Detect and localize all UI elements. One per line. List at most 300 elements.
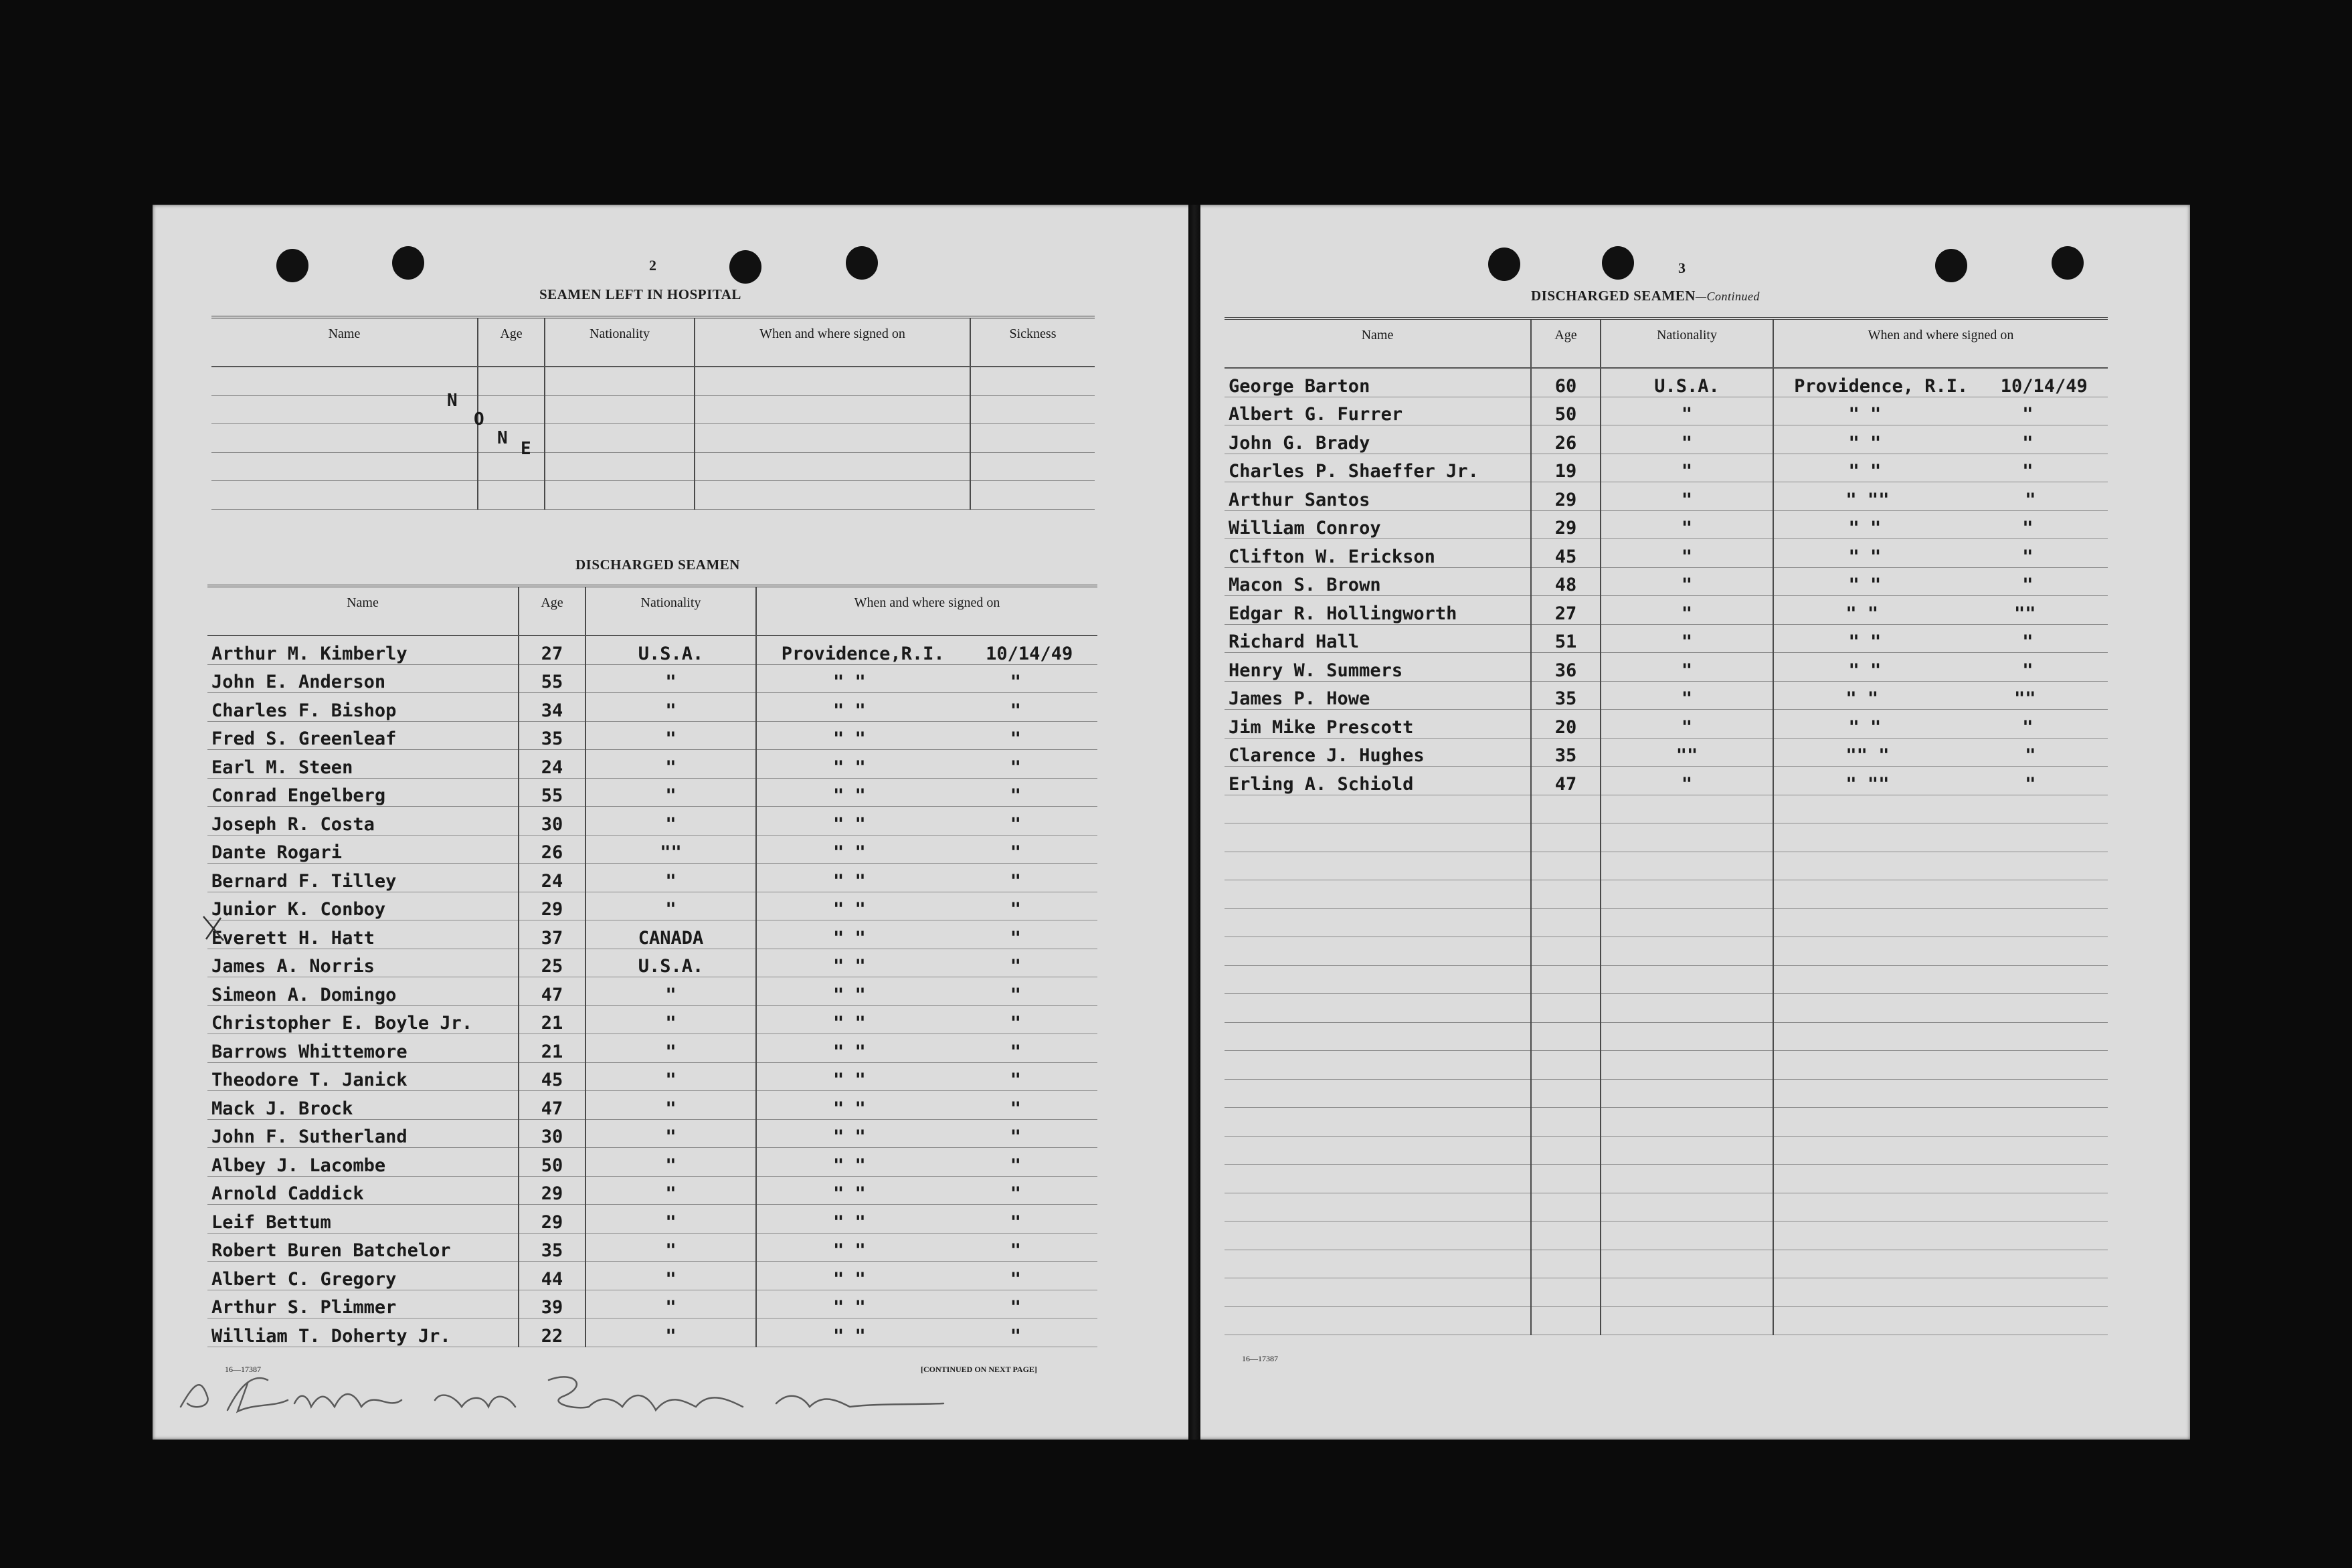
seaman-age: 19 bbox=[1531, 454, 1601, 482]
seaman-name: Leif Bettum bbox=[207, 1205, 519, 1234]
seaman-nationality: " bbox=[585, 1205, 756, 1234]
signed-on-place: " " bbox=[1848, 461, 1882, 482]
seaman-age: 35 bbox=[1531, 681, 1601, 710]
signed-on-values bbox=[761, 814, 1093, 835]
blank-row bbox=[1225, 1051, 2108, 1080]
table-row bbox=[1225, 738, 2108, 767]
seaman-name: Richard Hall bbox=[1225, 624, 1531, 653]
seaman-age: 48 bbox=[1531, 567, 1601, 596]
seaman-nationality: " bbox=[585, 750, 756, 779]
signed-on-cell bbox=[756, 1148, 1097, 1177]
signed-on-date: " bbox=[1010, 1013, 1021, 1034]
signed-on-date: " bbox=[1010, 1325, 1021, 1347]
signed-on-values bbox=[761, 728, 1093, 749]
seaman-age: 30 bbox=[519, 807, 585, 836]
seaman-nationality: " bbox=[1601, 681, 1773, 710]
seaman-nationality: " bbox=[1601, 425, 1773, 454]
seaman-age: 44 bbox=[519, 1262, 585, 1290]
seaman-age: 25 bbox=[519, 949, 585, 977]
seaman-nationality: " bbox=[585, 1091, 756, 1120]
table-row bbox=[207, 949, 1097, 977]
blank-cell bbox=[970, 367, 1095, 395]
column-header: Age bbox=[1531, 318, 1601, 368]
blank-cell bbox=[1531, 1165, 1601, 1193]
signed-on-place: " " bbox=[832, 672, 866, 692]
seaman-age: 29 bbox=[1531, 482, 1601, 511]
blank-cell bbox=[1773, 937, 2108, 966]
blank-cell bbox=[1601, 1278, 1773, 1307]
signed-on-place: " " bbox=[832, 1013, 866, 1034]
seaman-age: 29 bbox=[1531, 510, 1601, 539]
signed-on-place: " " bbox=[832, 813, 866, 835]
signed-on-values bbox=[1778, 547, 2104, 567]
table-row bbox=[207, 1205, 1097, 1234]
blank-cell bbox=[1601, 937, 1773, 966]
seaman-nationality: " bbox=[1601, 624, 1773, 653]
seaman-name: Junior K. Conboy bbox=[207, 892, 519, 920]
blank-row bbox=[1225, 852, 2108, 880]
signed-on-cell bbox=[756, 1062, 1097, 1091]
signed-on-place: " " bbox=[1848, 660, 1882, 681]
seaman-age: 47 bbox=[519, 1091, 585, 1120]
signed-on-date: " bbox=[2022, 432, 2033, 454]
signed-on-values bbox=[761, 956, 1093, 977]
blank-cell bbox=[1773, 994, 2108, 1023]
seaman-name: Christopher E. Boyle Jr. bbox=[207, 1005, 519, 1034]
seaman-name: Macon S. Brown bbox=[1225, 567, 1531, 596]
signed-on-place: Providence, R.I. bbox=[1794, 375, 1969, 397]
signed-on-place: " " bbox=[832, 1126, 866, 1147]
seaman-name: Arnold Caddick bbox=[207, 1176, 519, 1205]
signed-on-place: " " bbox=[1848, 404, 1882, 425]
signed-on-date: " bbox=[2022, 716, 2033, 738]
seaman-name: Arthur S. Plimmer bbox=[207, 1290, 519, 1318]
blank-cell bbox=[1773, 1051, 2108, 1080]
signed-on-place: " "" bbox=[1845, 773, 1890, 795]
table-row bbox=[1225, 681, 2108, 710]
signed-on-date: " bbox=[2022, 518, 2033, 538]
seaman-age: 20 bbox=[1531, 710, 1601, 739]
table-row bbox=[1225, 539, 2108, 568]
signed-on-cell bbox=[756, 778, 1097, 807]
blank-cell bbox=[1601, 1022, 1773, 1051]
seaman-name: John F. Sutherland bbox=[207, 1119, 519, 1148]
column-header: Age bbox=[519, 586, 585, 635]
blank-cell bbox=[1225, 1051, 1531, 1080]
seaman-nationality: " bbox=[1601, 710, 1773, 739]
blank-cell bbox=[1225, 880, 1531, 909]
seaman-name: Charles F. Bishop bbox=[207, 693, 519, 722]
seaman-name: Arthur Santos bbox=[1225, 482, 1531, 511]
blank-cell bbox=[695, 367, 970, 395]
table-row bbox=[1225, 482, 2108, 511]
blank-cell bbox=[1773, 965, 2108, 994]
signed-on-place: Providence,R.I. bbox=[781, 643, 945, 664]
seaman-age: 39 bbox=[519, 1290, 585, 1318]
signed-on-place: " " bbox=[832, 1325, 866, 1347]
seaman-name: Edgar R. Hollingworth bbox=[1225, 596, 1531, 625]
blank-cell bbox=[1601, 1079, 1773, 1108]
seaman-name: James A. Norris bbox=[207, 949, 519, 977]
blank-cell bbox=[545, 481, 695, 510]
signed-on-values bbox=[1778, 575, 2104, 595]
column-header: Name bbox=[1225, 318, 1531, 368]
blank-cell bbox=[1225, 852, 1531, 880]
blank-cell bbox=[1531, 937, 1601, 966]
signed-on-place: " " bbox=[832, 842, 866, 863]
signed-on-date: " bbox=[1010, 984, 1021, 1005]
signed-on-date: 10/14/49 bbox=[986, 643, 1073, 664]
blank-cell bbox=[695, 452, 970, 481]
seaman-nationality: " bbox=[585, 1119, 756, 1148]
blank-cell bbox=[1531, 1250, 1601, 1278]
blank-cell bbox=[1225, 1136, 1531, 1165]
signed-on-place: " " bbox=[832, 728, 866, 749]
table-row bbox=[207, 892, 1097, 920]
seaman-age: 55 bbox=[519, 664, 585, 693]
signed-on-date: " bbox=[1010, 1240, 1021, 1261]
table-row bbox=[207, 1262, 1097, 1290]
signed-on-date: " bbox=[1010, 1268, 1021, 1290]
blank-cell bbox=[1531, 994, 1601, 1023]
signed-on-place: " " bbox=[832, 1211, 866, 1233]
blank-cell bbox=[1601, 852, 1773, 880]
table-row bbox=[1225, 510, 2108, 539]
seaman-nationality: " bbox=[1601, 482, 1773, 511]
signed-on-date: " bbox=[1010, 813, 1021, 835]
table-row bbox=[1225, 767, 2108, 795]
signed-on-place: " " bbox=[832, 899, 866, 920]
seaman-name: James P. Howe bbox=[1225, 681, 1531, 710]
signed-on-place: " " bbox=[832, 757, 866, 778]
seaman-name: Joseph R. Costa bbox=[207, 807, 519, 836]
signed-on-cell bbox=[756, 920, 1097, 949]
blank-cell bbox=[211, 395, 478, 424]
seaman-name: Albert G. Furrer bbox=[1225, 397, 1531, 425]
seaman-age: 27 bbox=[1531, 596, 1601, 625]
table-row bbox=[207, 1091, 1097, 1120]
seaman-age: 47 bbox=[519, 977, 585, 1006]
blank-cell bbox=[1773, 1022, 2108, 1051]
table-row bbox=[207, 750, 1097, 779]
signed-on-place: " " bbox=[832, 1155, 866, 1176]
signed-on-place: " " bbox=[1845, 688, 1879, 709]
blank-cell bbox=[1225, 994, 1531, 1023]
signed-on-date: " bbox=[1010, 899, 1021, 920]
blank-cell bbox=[1225, 1250, 1531, 1278]
signed-on-place: " "" bbox=[1845, 489, 1890, 510]
blank-row bbox=[211, 395, 1095, 424]
signed-on-values bbox=[1778, 631, 2104, 652]
signed-on-date: " bbox=[2025, 489, 2036, 510]
signed-on-date: " bbox=[1010, 1211, 1021, 1233]
signed-on-values bbox=[761, 700, 1093, 721]
signed-on-cell bbox=[1773, 596, 2108, 625]
seaman-nationality: " bbox=[585, 1233, 756, 1262]
signed-on-date: " bbox=[1010, 1183, 1021, 1204]
seaman-nationality: " bbox=[585, 1318, 756, 1347]
table-row bbox=[1225, 596, 2108, 625]
column-header: Sickness bbox=[970, 317, 1095, 367]
seaman-age: 35 bbox=[519, 721, 585, 750]
form-number-left: 16—17387 bbox=[225, 1365, 261, 1374]
seaman-nationality: " bbox=[585, 721, 756, 750]
seaman-age: 45 bbox=[1531, 539, 1601, 568]
signed-on-values bbox=[761, 928, 1093, 949]
blank-cell bbox=[1601, 1306, 1773, 1335]
blank-cell bbox=[695, 481, 970, 510]
signed-on-place: " " bbox=[1845, 603, 1879, 624]
signed-on-date: " bbox=[1010, 1126, 1021, 1147]
seaman-name: Simeon A. Domingo bbox=[207, 977, 519, 1006]
signed-on-cell bbox=[756, 977, 1097, 1006]
seaman-name: Albert C. Gregory bbox=[207, 1262, 519, 1290]
signed-on-cell bbox=[756, 664, 1097, 693]
signed-on-values bbox=[761, 1042, 1093, 1062]
seaman-nationality: " bbox=[585, 778, 756, 807]
seaman-name: Mack J. Brock bbox=[207, 1091, 519, 1120]
seaman-age: 51 bbox=[1531, 624, 1601, 653]
blank-cell bbox=[478, 452, 545, 481]
blank-cell bbox=[1601, 1250, 1773, 1278]
seaman-nationality: U.S.A. bbox=[585, 949, 756, 977]
signed-on-cell bbox=[756, 693, 1097, 722]
signed-on-values bbox=[761, 985, 1093, 1005]
signed-on-date: " bbox=[1010, 927, 1021, 949]
blank-row bbox=[1225, 1079, 2108, 1108]
seaman-nationality: " bbox=[1601, 767, 1773, 795]
signed-on-cell bbox=[1773, 567, 2108, 596]
table-row bbox=[207, 1233, 1097, 1262]
blank-cell bbox=[1225, 795, 1531, 823]
seaman-age: 26 bbox=[1531, 425, 1601, 454]
blank-cell bbox=[1531, 1108, 1601, 1137]
seaman-name: Robert Buren Batchelor bbox=[207, 1233, 519, 1262]
signed-on-values bbox=[761, 1013, 1093, 1034]
seaman-name: Clarence J. Hughes bbox=[1225, 738, 1531, 767]
table-row bbox=[207, 920, 1097, 949]
signed-on-date: " bbox=[1010, 842, 1021, 863]
seaman-age: 47 bbox=[1531, 767, 1601, 795]
seaman-nationality: " bbox=[585, 1176, 756, 1205]
seaman-nationality: U.S.A. bbox=[1601, 368, 1773, 397]
blank-cell bbox=[1601, 880, 1773, 909]
blank-cell bbox=[970, 424, 1095, 453]
signed-on-cell bbox=[756, 750, 1097, 779]
handwritten-x-mark bbox=[201, 914, 228, 943]
signed-on-cell bbox=[756, 1205, 1097, 1234]
punch-hole bbox=[392, 246, 424, 280]
seaman-age: 55 bbox=[519, 778, 585, 807]
table-row bbox=[1225, 425, 2108, 454]
signed-on-cell bbox=[1773, 482, 2108, 511]
signed-on-place: " " bbox=[832, 870, 866, 892]
table-row bbox=[207, 1034, 1097, 1063]
signed-on-place: " " bbox=[1848, 631, 1882, 652]
seaman-nationality: " bbox=[585, 693, 756, 722]
table-row bbox=[207, 778, 1097, 807]
signed-on-values bbox=[1778, 433, 2104, 454]
blank-cell bbox=[1601, 994, 1773, 1023]
none-letter: N bbox=[497, 428, 508, 448]
column-header: When and where signed on bbox=[756, 586, 1097, 635]
blank-cell bbox=[1773, 1165, 2108, 1193]
table-row bbox=[1225, 653, 2108, 682]
blank-row bbox=[1225, 994, 2108, 1023]
seaman-nationality: "" bbox=[1601, 738, 1773, 767]
blank-cell bbox=[1601, 1051, 1773, 1080]
table-row bbox=[207, 1005, 1097, 1034]
signed-on-date: " bbox=[1010, 1070, 1021, 1090]
signed-on-values bbox=[1778, 404, 2104, 425]
title-text: DISCHARGED SEAMEN bbox=[1531, 288, 1696, 304]
seaman-age: 21 bbox=[519, 1005, 585, 1034]
seaman-age: 35 bbox=[519, 1233, 585, 1262]
signed-on-cell bbox=[756, 1119, 1097, 1148]
signed-on-values bbox=[761, 899, 1093, 920]
signed-on-values bbox=[761, 871, 1093, 892]
seaman-age: 29 bbox=[519, 1176, 585, 1205]
signed-on-values bbox=[761, 1183, 1093, 1204]
signed-on-values bbox=[1778, 461, 2104, 482]
signed-on-place: " " bbox=[832, 1183, 866, 1204]
blank-cell bbox=[1531, 852, 1601, 880]
signed-on-date: " bbox=[2022, 631, 2033, 652]
signed-on-cell bbox=[756, 835, 1097, 864]
blank-cell bbox=[1531, 1193, 1601, 1221]
blank-cell bbox=[1773, 823, 2108, 852]
signed-on-cell bbox=[756, 807, 1097, 836]
blank-cell bbox=[1531, 1051, 1601, 1080]
seaman-nationality: " bbox=[1601, 539, 1773, 568]
signed-on-cell bbox=[756, 635, 1097, 664]
table-row bbox=[1225, 624, 2108, 653]
table-row bbox=[207, 835, 1097, 864]
blank-cell bbox=[1601, 1108, 1773, 1137]
blank-cell bbox=[1773, 1250, 2108, 1278]
table-row bbox=[207, 721, 1097, 750]
seaman-age: 50 bbox=[519, 1148, 585, 1177]
signed-on-date: " bbox=[1010, 870, 1021, 892]
table-row bbox=[207, 1062, 1097, 1091]
seaman-nationality: " bbox=[1601, 653, 1773, 682]
signed-on-date: "" bbox=[2014, 603, 2036, 624]
signed-on-cell bbox=[1773, 397, 2108, 425]
seaman-name: Fred S. Greenleaf bbox=[207, 721, 519, 750]
blank-cell bbox=[478, 424, 545, 453]
blank-row bbox=[1225, 1221, 2108, 1250]
seaman-age: 35 bbox=[1531, 738, 1601, 767]
table-row bbox=[1225, 368, 2108, 397]
signed-on-date: " bbox=[1010, 1098, 1021, 1119]
signed-on-cell bbox=[756, 949, 1097, 977]
blank-cell bbox=[1225, 1278, 1531, 1307]
blank-cell bbox=[1773, 1136, 2108, 1165]
signed-on-date: " bbox=[1010, 672, 1021, 692]
blank-cell bbox=[1531, 1306, 1601, 1335]
signed-on-cell bbox=[1773, 510, 2108, 539]
seaman-name: Dante Rogari bbox=[207, 835, 519, 864]
blank-cell bbox=[478, 367, 545, 395]
signed-on-place: " " bbox=[832, 1098, 866, 1119]
seaman-age: 27 bbox=[519, 635, 585, 664]
signed-on-cell bbox=[1773, 681, 2108, 710]
blank-cell bbox=[1773, 1278, 2108, 1307]
blank-cell bbox=[1225, 823, 1531, 852]
seaman-name: Charles P. Shaeffer Jr. bbox=[1225, 454, 1531, 482]
seaman-nationality: " bbox=[585, 807, 756, 836]
blank-row bbox=[1225, 908, 2108, 937]
signed-on-values bbox=[1778, 376, 2104, 397]
signed-on-cell bbox=[1773, 368, 2108, 397]
signed-on-values bbox=[1778, 518, 2104, 538]
signed-on-date: " bbox=[1010, 700, 1021, 721]
table-row bbox=[1225, 397, 2108, 425]
signed-on-cell bbox=[756, 1318, 1097, 1347]
blank-cell bbox=[970, 452, 1095, 481]
signed-on-values bbox=[1778, 745, 2104, 766]
blank-cell bbox=[478, 481, 545, 510]
signed-on-place: " " bbox=[832, 1268, 866, 1290]
blank-row bbox=[1225, 1165, 2108, 1193]
punch-hole bbox=[2052, 246, 2084, 280]
signed-on-place: " " bbox=[832, 984, 866, 1005]
seaman-nationality: " bbox=[585, 1005, 756, 1034]
signed-on-values bbox=[761, 1126, 1093, 1147]
seaman-age: 22 bbox=[519, 1318, 585, 1347]
signed-on-date: " bbox=[2022, 461, 2033, 482]
seaman-nationality: "" bbox=[585, 835, 756, 864]
signed-on-cell bbox=[1773, 425, 2108, 454]
punch-hole bbox=[276, 249, 308, 282]
signed-on-values bbox=[1778, 660, 2104, 681]
seaman-age: 29 bbox=[519, 1205, 585, 1234]
punch-hole bbox=[1935, 249, 1967, 282]
blank-row bbox=[1225, 1193, 2108, 1221]
blank-cell bbox=[1531, 795, 1601, 823]
seaman-age: 24 bbox=[519, 864, 585, 892]
page-number-left: 2 bbox=[649, 257, 656, 274]
signed-on-cell bbox=[1773, 738, 2108, 767]
signed-on-place: " " bbox=[1848, 716, 1882, 738]
signed-on-date: " bbox=[2022, 404, 2033, 425]
signed-on-date: " bbox=[2022, 660, 2033, 681]
blank-cell bbox=[545, 452, 695, 481]
signed-on-place: " " bbox=[832, 956, 866, 977]
blank-cell bbox=[1225, 1079, 1531, 1108]
discharged-table-right bbox=[1225, 317, 2108, 1335]
punch-hole bbox=[1488, 248, 1520, 281]
seaman-nationality: " bbox=[585, 664, 756, 693]
seaman-nationality: CANADA bbox=[585, 920, 756, 949]
seaman-age: 21 bbox=[519, 1034, 585, 1063]
blank-cell bbox=[1773, 880, 2108, 909]
signed-on-cell bbox=[756, 1233, 1097, 1262]
seaman-nationality: " bbox=[585, 864, 756, 892]
seaman-age: 34 bbox=[519, 693, 585, 722]
page-fold bbox=[1188, 205, 1200, 1440]
blank-cell bbox=[211, 367, 478, 395]
table-row bbox=[207, 807, 1097, 836]
title-continued: —Continued bbox=[1695, 290, 1760, 303]
seaman-name: Arthur M. Kimberly bbox=[207, 635, 519, 664]
seaman-nationality: U.S.A. bbox=[585, 635, 756, 664]
table-row bbox=[207, 1290, 1097, 1318]
seaman-name: John E. Anderson bbox=[207, 664, 519, 693]
signed-on-date: " bbox=[2022, 546, 2033, 567]
blank-row bbox=[211, 424, 1095, 453]
blank-cell bbox=[1601, 1165, 1773, 1193]
